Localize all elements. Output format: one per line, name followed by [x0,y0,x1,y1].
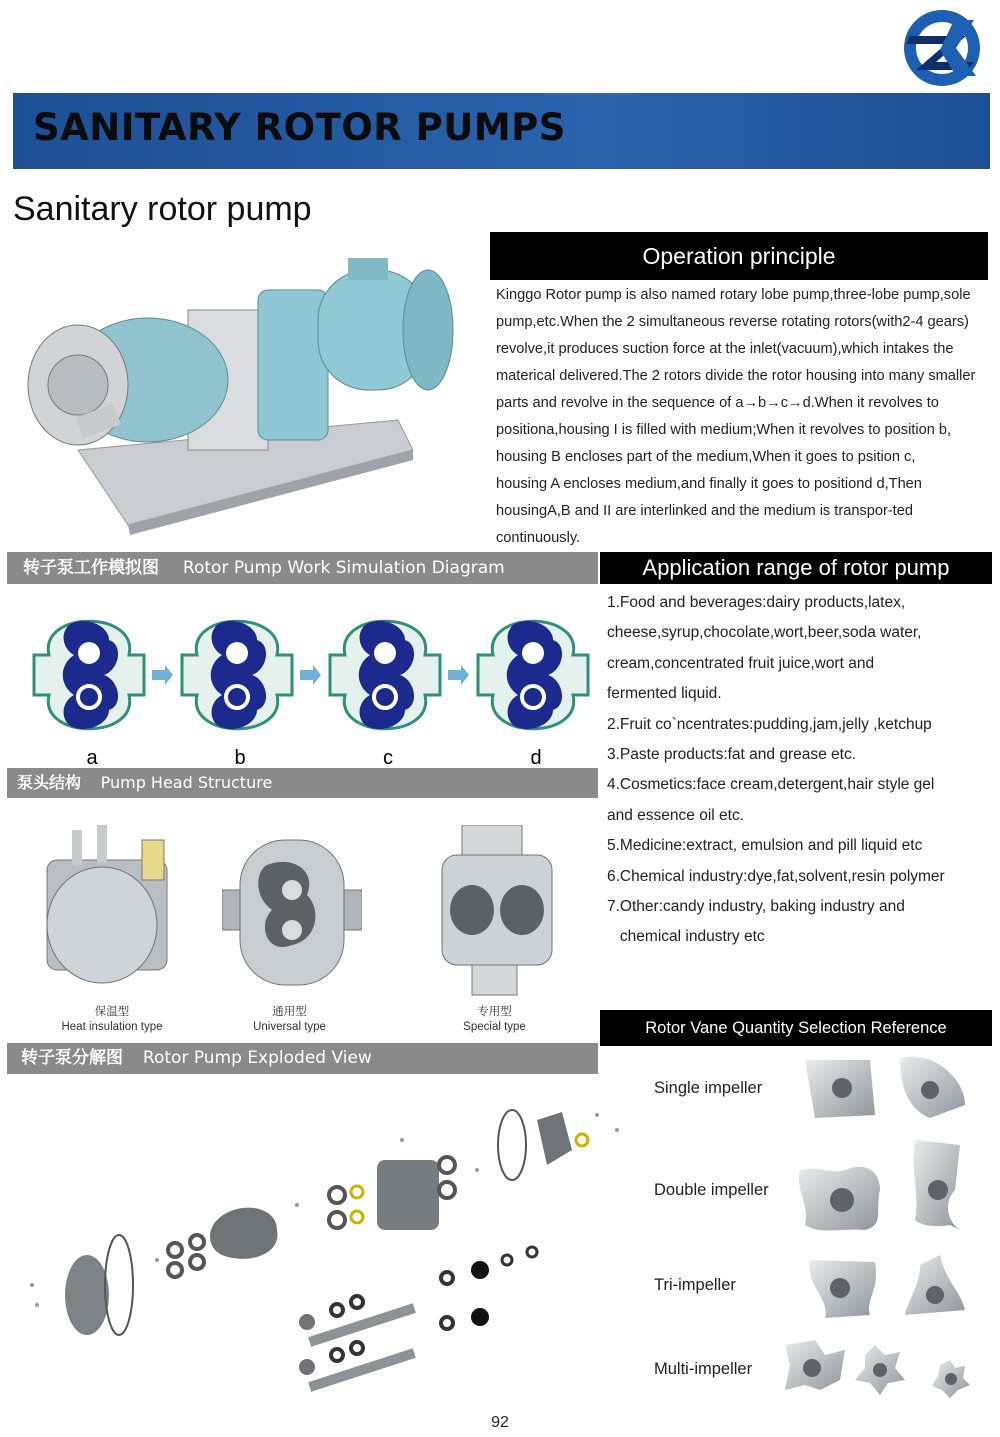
simulation-title-cn: 转子泵工作模拟图 [23,558,159,578]
exploded-view-diagram [7,1080,627,1400]
list-item: 2.Fruit co`ncentrates:pudding,jam,jelly ,ketchup [607,715,932,733]
special-pump-image [427,825,567,1000]
zk-logo-icon [896,6,988,90]
product-subtitle: Sanitary rotor pump [13,190,312,228]
type-caption-universal [217,1005,362,1035]
text-line: materical delivered.The 2 rotors divide the rotor housing into many smaller [496,368,976,384]
list-item: cheese,syrup,chocolate,wort,beer,soda water, [607,624,922,642]
list-item: 7.Other:candy industry, baking industry and [607,898,905,916]
exploded-title-en: Rotor Pump Exploded View [142,1048,372,1068]
exploded-title-cn: 转子泵分解图 [21,1048,123,1068]
list-item: cream,concentrated fruit juice,wort and [607,654,875,672]
operation-principle-header: Operation principle [490,232,988,280]
page-title: SANITARY ROTOR PUMPS [33,106,566,149]
type-en: Heat insulation type [61,1021,163,1033]
type-en: Special type [463,1021,526,1033]
list-item: 1.Food and beverages:dairy products,latex, [607,594,906,611]
operation-principle-text [496,282,986,552]
rotor-vane-header: Rotor Vane Quantity Selection Reference [600,1010,992,1046]
type-caption-heat [37,1005,187,1035]
heat-insulation-pump-image [27,820,187,995]
application-range-header: Application range of rotor pump [600,552,992,584]
tri-impeller-image [809,1255,965,1318]
list-item: 4.Cosmetics:face cream,detergent,hair style gel [607,776,935,794]
type-caption-special [422,1005,567,1035]
type-cn: 通用型 [272,1006,307,1018]
simulation-title-en: Rotor Pump Work Simulation Diagram [182,558,505,578]
text-line: Kinggo Rotor pump is also named rotary lobe pump,three-lobe pump,sole [496,287,971,303]
list-item: chemical industry etc [607,928,765,946]
multi-impeller-image [785,1340,970,1398]
text-line: housing B encloses part of the medium,When it goes to psition c, [496,449,916,465]
simulation-diagram-header [7,552,598,584]
title-banner [13,93,990,169]
list-item: and essence oil etc. [607,806,745,824]
list-item: fermented liquid. [607,685,722,703]
pump-photo [18,250,468,535]
text-line: continuously. [496,530,581,546]
text-line: housingA,B and II are interlinked and the medium is transpor-ted [496,503,913,519]
pump-head-types [7,815,598,1040]
text-line: revolve,it produces suction force at the inlet(vacuum),which intakes the [496,341,954,357]
page-number: 92 [491,1414,509,1431]
text-line: housing A encloses medium,and finally it goes to positiond d,Then [496,476,922,492]
stage-label-a: a [86,747,98,768]
double-impeller-image [799,1140,960,1231]
pump-head-title-cn: 泵头结构 [17,773,82,792]
list-item: 5.Medicine:extract, emulsion and pill liquid etc [607,837,923,855]
tri-impeller-label: Tri-impeller [654,1276,736,1294]
single-impeller-label: Single impeller [654,1079,763,1097]
type-cn: 专用型 [477,1006,512,1018]
list-item: 3.Paste products:fat and grease etc. [607,746,857,764]
single-impeller-image [805,1057,965,1118]
double-impeller-label: Double impeller [654,1181,769,1199]
stage-label-b: b [234,747,246,768]
text-line: pump,etc.When the 2 simultaneous reverse rotating rotors(with2-4 gears) [496,314,969,330]
stage-label-c: c [383,747,393,768]
pump-head-header [7,768,598,798]
impeller-images [770,1050,995,1410]
universal-pump-image [222,825,362,995]
stage-label-d: d [530,747,542,768]
pump-head-title-en: Pump Head Structure [100,773,273,792]
rotor-simulation-diagram [7,600,598,768]
application-list [607,588,992,953]
text-line: positiona,housing I is filled with medium;When it revolves to position b, [496,422,952,438]
type-en: Universal type [253,1021,326,1033]
exploded-view-header [7,1043,598,1074]
multi-impeller-label: Multi-impeller [654,1360,753,1378]
text-line: parts and revolve in the sequence of a→b→c→d.When it revolves to [496,395,939,411]
list-item: 6.Chemical industry:dye,fat,solvent,resin polymer [607,867,945,885]
type-cn: 保温型 [94,1006,130,1018]
